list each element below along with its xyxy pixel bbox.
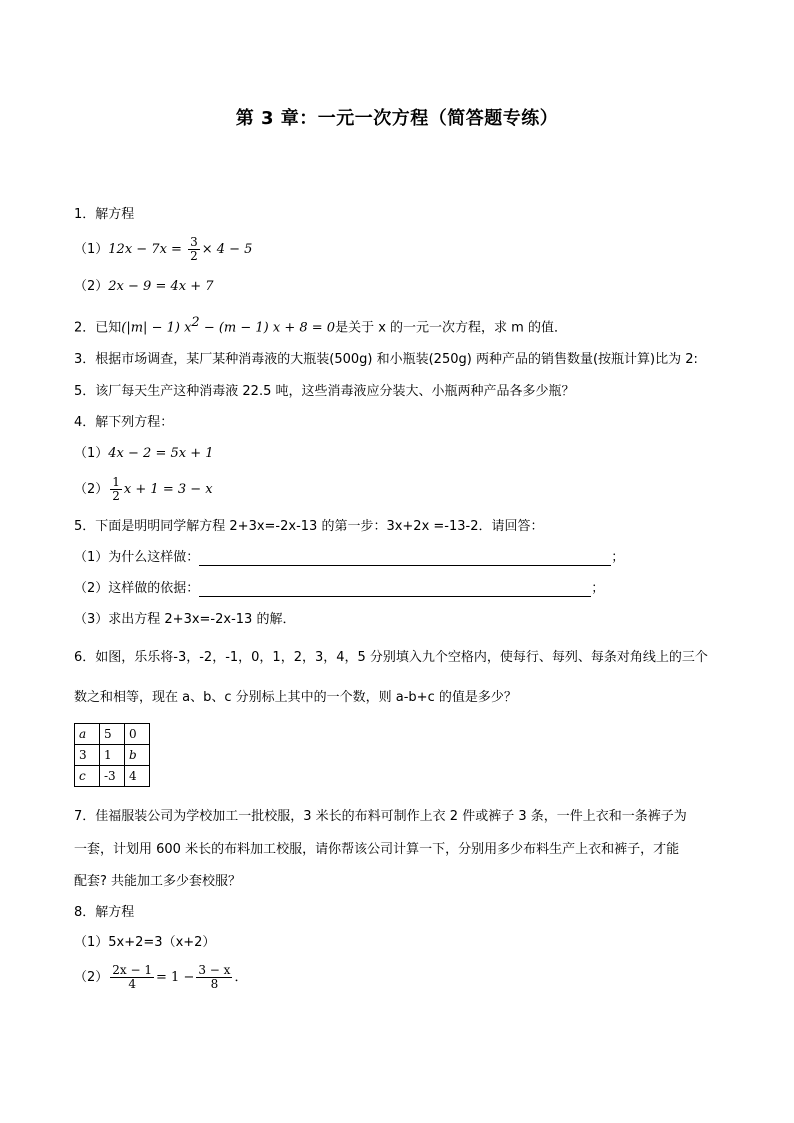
q1-part2-label: （2） bbox=[74, 279, 109, 294]
q5-part1-answer-blank[interactable] bbox=[199, 551, 611, 566]
q8-part2-mid: = 1 − bbox=[156, 970, 195, 985]
grid-cell: 5 bbox=[100, 724, 125, 745]
q4-part2 bbox=[74, 476, 213, 503]
q8-part1: （1）5x+2=3（x+2） bbox=[74, 935, 216, 950]
q1-part2-expr: 2x − 9 = 4x + 7 bbox=[108, 279, 214, 294]
q4-part1-label: （1） bbox=[74, 446, 109, 461]
q1-part2 bbox=[74, 279, 214, 295]
grid-cell: b bbox=[125, 745, 150, 766]
q4-part2-numerator: 1 bbox=[112, 475, 120, 489]
grid-row bbox=[75, 766, 150, 787]
q1-part1-label: （1） bbox=[74, 242, 109, 257]
q4-part2-denominator: 2 bbox=[112, 489, 120, 503]
q8-part2-end: ． bbox=[234, 970, 248, 985]
q1-heading: 1．解方程 bbox=[74, 207, 135, 222]
grid-cell: c bbox=[75, 766, 100, 787]
q6-line2: 数之和相等，现在 a、b、c 分别标上其中的一个数，则 a-b+c 的值是多少？ bbox=[74, 690, 517, 705]
magic-square-grid bbox=[74, 723, 150, 787]
q5-heading: 5．下面是明明同学解方程 2+3x=-2x-13 的第一步：3x+2x =-13-2．请回答： bbox=[74, 519, 544, 534]
q5-part1-label: （1）为什么这样做： bbox=[74, 550, 200, 565]
q1-part1-numerator: 3 bbox=[190, 235, 198, 249]
q3-line2: 5．该厂每天生产这种消毒液 22.5 吨，这些消毒液应分装大、小瓶两种产品各多少瓶？ bbox=[74, 384, 575, 399]
q2-expr: (|m| − 1) x bbox=[121, 320, 192, 336]
q8-part2-denominator2: 8 bbox=[210, 977, 219, 991]
q6-line1: 6．如图，乐乐将-3，-2，-1，0，1，2，3，4，5 分别填入九个空格内，使每行、每列、每条对角线上的三个 bbox=[74, 650, 708, 665]
q5-part2 bbox=[74, 581, 604, 597]
q1-part1-denominator: 2 bbox=[190, 249, 198, 263]
q7-line3: 配套? 共能加工多少套校服？ bbox=[74, 874, 242, 889]
q8-part2-fraction1 bbox=[110, 964, 154, 991]
q7-line1: 7．佳福服装公司为学校加工一批校服，3 米长的布料可制作上衣 2 件或裤子 3 条，一件上衣和一条裤子为 bbox=[74, 809, 687, 824]
q3-line1: 3．根据市场调查，某厂某种消毒液的大瓶装(500g) 和小瓶装(250g) 两种产品的销售数量(按瓶计算)比为 2: bbox=[74, 352, 698, 367]
q8-part2-numerator1: 2x − 1 bbox=[112, 963, 153, 977]
q8-part2-label: （2） bbox=[74, 970, 109, 985]
q5-part3: （3）求出方程 2+3x=-2x-13 的解． bbox=[74, 612, 296, 627]
q5-part2-answer-blank[interactable] bbox=[199, 582, 591, 597]
q8-heading: 8．解方程 bbox=[74, 905, 135, 920]
q1-part1-rhs: × 4 − 5 bbox=[201, 242, 253, 257]
q2-post: 是关于 x 的一元一次方程，求 m 的值． bbox=[335, 320, 567, 336]
grid-cell: 1 bbox=[100, 745, 125, 766]
q5-part2-end: ； bbox=[591, 581, 605, 596]
q4-part2-label: （2） bbox=[74, 482, 109, 497]
q1-part1-fraction bbox=[188, 236, 200, 263]
q4-part1 bbox=[74, 446, 214, 462]
q8-part2 bbox=[74, 964, 247, 991]
q8-part2-fraction2 bbox=[196, 964, 232, 991]
q5-part1 bbox=[74, 550, 624, 566]
grid-row bbox=[75, 745, 150, 766]
grid-cell: 3 bbox=[75, 745, 100, 766]
grid-cell: -3 bbox=[100, 766, 125, 787]
q8-part2-numerator2: 3 − x bbox=[198, 963, 231, 977]
page-title: 第 3 章：一元一次方程（简答题专练） bbox=[235, 108, 559, 129]
q2-exponent: 2 bbox=[191, 315, 200, 330]
q1-part1 bbox=[74, 236, 252, 263]
q5-part2-label: （2）这样做的依据： bbox=[74, 581, 200, 596]
grid-cell: 4 bbox=[125, 766, 150, 787]
grid-cell: 0 bbox=[125, 724, 150, 745]
q2-line bbox=[74, 315, 567, 336]
q4-part2-rhs: x + 1 = 3 − x bbox=[123, 482, 213, 497]
q8-part2-denominator1: 4 bbox=[128, 977, 136, 991]
q2-pre: 2．已知 bbox=[74, 320, 122, 336]
q2-expr2: − (m − 1) x + 8 = 0 bbox=[199, 320, 336, 336]
q1-part1-lhs: 12x − 7x = bbox=[108, 242, 187, 257]
q4-part1-expr: 4x − 2 = 5x + 1 bbox=[108, 446, 214, 461]
grid-row bbox=[75, 724, 150, 745]
q7-line2: 一套，计划用 600 米长的布料加工校服，请你帮该公司计算一下，分别用多少布料生产上衣和裤子，才能 bbox=[74, 842, 680, 857]
grid-cell: a bbox=[75, 724, 100, 745]
q4-heading: 4．解下列方程： bbox=[74, 415, 174, 430]
q5-part1-end: ； bbox=[611, 550, 625, 565]
q4-part2-fraction bbox=[110, 476, 122, 503]
